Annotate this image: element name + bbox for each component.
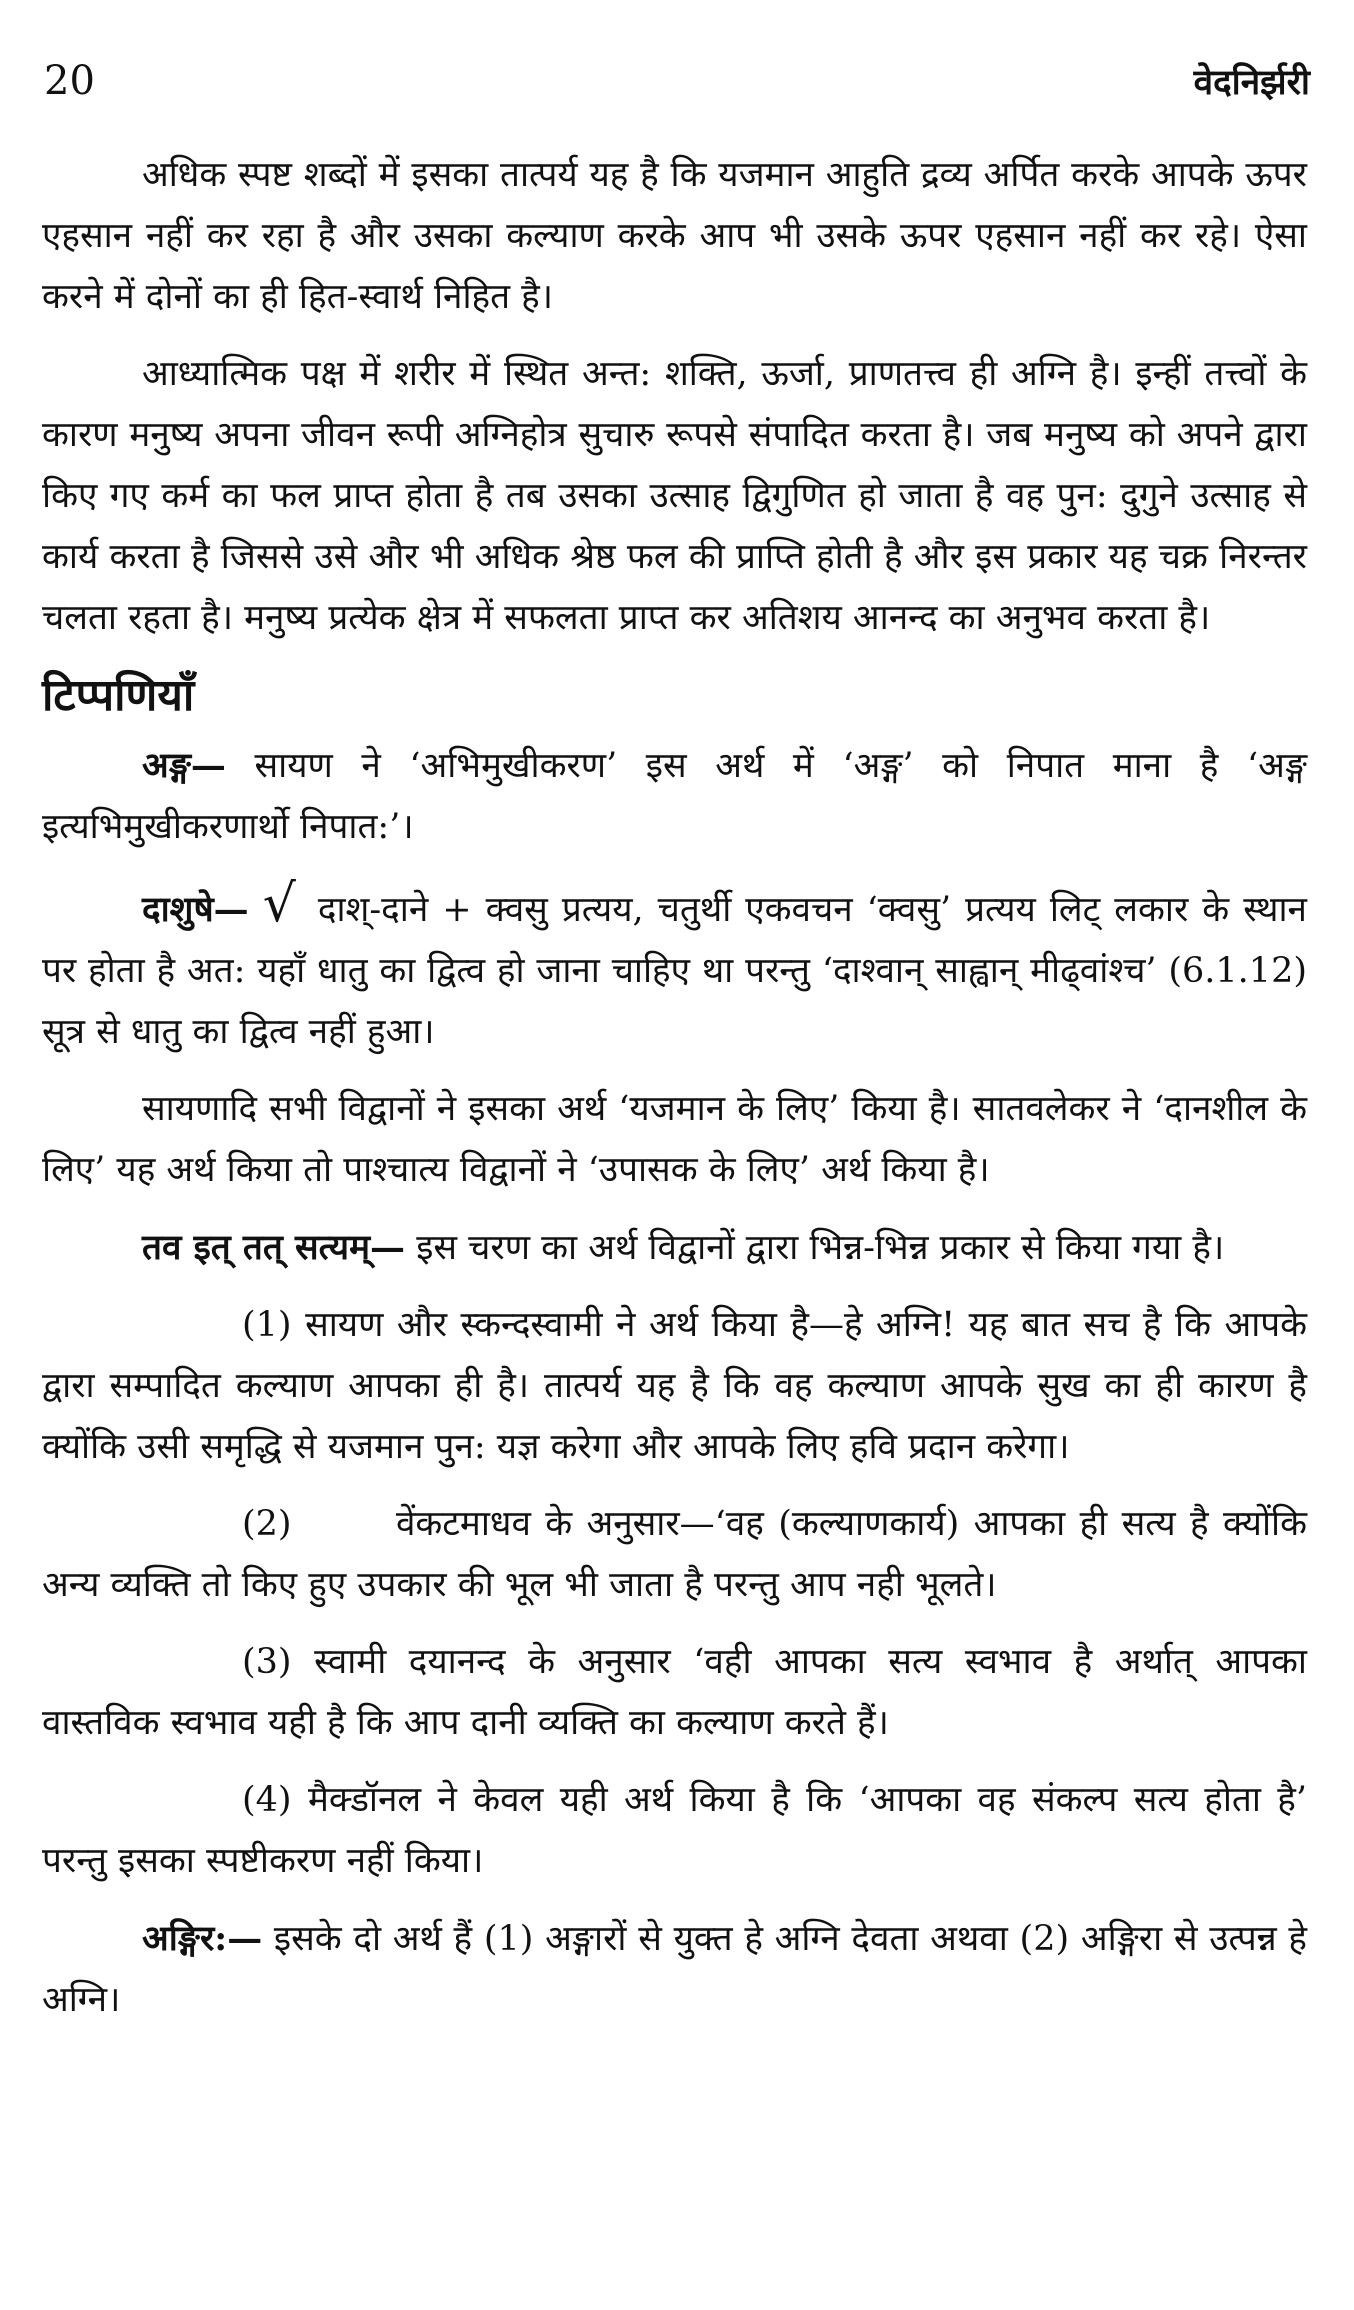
note-dashushe [42,874,1307,1063]
interpretation-number: (4) [242,1780,292,1820]
interpretation-number: (3) [242,1642,292,1682]
page-number: 20 [44,58,95,104]
interpretation-text: स्वामी दयानन्द के अनुसार ‘वही आपका सत्य स्वभाव है अर्थात् आपका वास्तविक स्वभाव यही है कि आप दानी व्यक्ति का कल्याण करते हैं। [42,1642,1307,1743]
interpretation-1 [42,1295,1307,1478]
note-text-angira: इसके दो अर्थ हैं (1) अङ्गारों से युक्त हे अग्नि देवता अथवा (2) अङ्गिरा से उत्पन्न हे अग्नि। [42,1919,1307,2020]
note-text-tava: इस चरण का अर्थ विद्वानों द्वारा भिन्न-भिन्न प्रकार से किया गया है। [416,1228,1225,1268]
note-text-anga: सायण ने ‘अभिमुखीकरण’ इस अर्थ में ‘अङ्ग’ को निपात माना है [254,746,1219,786]
page-body [42,145,1307,2047]
note-term-tava: तव इत् तत् सत्यम्— [142,1227,406,1268]
paragraph-2: आध्यात्मिक पक्ष में शरीर में स्थित अन्त: शक्ति, ऊर्जा, प्राणतत्त्व ही अग्नि है। इन्हीं तत्त्वों के कारण मनुष्य अपना जीवन रूपी अग्निहोत्र सुचारु रूपसे संपादित करता है। जब मनुष्य को अपने द्वारा किए गए कर्म का फल प्राप्त होता है तब उसका उत्साह द्विगुणित हो जाता है वह पुन: दुगुने उत्साह से कार्य करता है जिससे उसे और भी अधिक श्रेष्ठ फल की प्राप्ति होती है और इस प्रकार यह चक्र निरन्तर चलता रहता है। मनुष्य प्रत्येक क्षेत्र में सफलता प्राप्त कर अतिशय आनन्द का अनुभव करता है। [42,354,1307,638]
note-term-dashushe: दाशुषे— [142,889,249,930]
note-angira [42,1908,1307,2031]
root-sign-icon: √ [262,874,296,934]
note-term-angira: अङ्गिर:— [142,1918,263,1959]
interpretation-4 [42,1770,1307,1892]
running-head [44,58,1310,108]
note-tava [42,1217,1307,1279]
interpretation-text: वेंकटमाधव के अनुसार—‘वह (कल्याणकार्य) आपका ही सत्य है क्योंकि अन्य व्यक्ति तो किए हुए उपकार की भूल भी जाता है परन्तु आप नही भूलते। [42,1504,1307,1605]
note-anga [42,735,1307,858]
running-title: वेदनिर्झरी [1193,62,1310,103]
note-text-dashushe: दाश्-दाने + क्वसु प्रत्यय, चतुर्थी एकवचन ‘क्वसु’ प्रत्यय लिट् लकार के स्थान पर होता है अत: यहाँ धातु का द्वित्व हो जाना चाहिए था परन्तु ‘दाश्वान् साह्वान् मीढ्वांश्च’ (6.1.12) सूत्र से धातु का द्वित्व नहीं हुआ। [42,890,1307,1052]
paragraph-1: अधिक स्पष्ट शब्दों में इसका तात्पर्य यह है कि यजमान आहुति द्रव्य अर्पित करके आपके ऊपर एहसान नहीं कर रहा है और उसका कल्याण करके आप भी उसके ऊपर एहसान नहीं कर रहे। ऐसा करने में दोनों का ही हित-स्वार्थ निहित है। [42,155,1307,317]
interpretation-3 [42,1632,1307,1754]
interpretation-number: (2) [242,1504,292,1544]
interpretation-number: (1) [242,1305,292,1345]
interpretation-text: मैक्डॉनल ने केवल यही अर्थ किया है कि ‘आपका वह संकल्प सत्य होता है’ परन्तु इसका स्पष्टीकरण नहीं किया। [42,1780,1307,1881]
note-term-anga: अङ्ग— [142,745,226,786]
notes-heading: टिप्पणियाँ [42,670,195,721]
interpretation-text: सायण और स्कन्दस्वामी ने अर्थ किया है—हे अग्नि! यह बात सच है कि आपके द्वारा सम्पादित कल्याण आपका ही है। तात्पर्य यह है कि वह कल्याण आपके सुख का ही कारण है क्योंकि उसी समृद्धि से यजमान पुन: यज्ञ करेगा और आपके लिए हवि प्रदान करेगा। [42,1305,1307,1467]
note-dashushe-meaning: सायणादि सभी विद्वानों ने इसका अर्थ ‘यजमान के लिए’ किया है। सातवलेकर ने ‘दानशील के लिए’ यह अर्थ किया तो पाश्चात्य विद्वानों ने ‘उपासक के लिए’ अर्थ किया है। [42,1089,1307,1190]
interpretation-2 [42,1494,1307,1616]
note-quote-anga: ‘अङ्ग इत्यभिमुखीकरणार्थो निपात:’। [42,746,1307,847]
